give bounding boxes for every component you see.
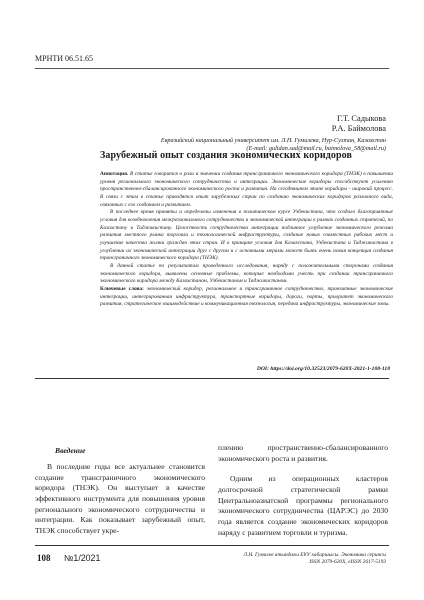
intro-left-paragraph: В последние годы все актуальнее становится создание трансграничного экономического коридора (ТНЭК). Он выступает в качестве эффективного инструмента для повышения уровня регионального экономического сотрудничества и интеграции. Как показывает зарубежный опыт, ТНЭК способствует укре- xyxy=(35,462,205,535)
affiliation-email: (E-mail: gulidan.sad@mail.ru, baimolova_58@mail.ru) xyxy=(246,145,386,152)
article-title: Зарубежный опыт создания экономических коридоров xyxy=(100,150,352,161)
intro-right-column xyxy=(218,443,388,538)
keywords-text: экономический коридор, региональное и трансграничное сотрудничество, транзитные экономические интеграции, интегрированная инфраструктура, транспортные коридоры, дороги, порты, приоритет экономического развития, стратегическое взаимодействие и коммуникационная технология, передача инфраструктуры, экономические зоны. xyxy=(100,285,393,308)
header-rule xyxy=(35,68,389,69)
author-1: Г.Т. Садыкова xyxy=(336,114,386,123)
abstract-paragraph-3: В данной статье по результатам проведенного исследования, наряду с положительными сторонами создания экономического коридора, выявлены основные проблемы, которые необходимо учесть при создании трансграничного экономического коридора между Казахстаном, Узбекистаном и Таджикистаном. xyxy=(100,262,393,285)
footer-rule xyxy=(35,545,389,546)
section-heading-introduction: Введение xyxy=(55,446,86,455)
intro-right-paragraph-2: Одним из операционных кластеров долгосрочной стратегической рамки Центральноазиатской программы регионального экономического сотрудничества (ЦАРЭС) до 2030 года является создание экономических коридоров наряду с развитием торговли и туризма. xyxy=(218,474,388,537)
intro-right-paragraph-1: плению пространственно-сбалансированного экономического роста и развития. xyxy=(218,443,388,463)
udc-code: МРНТИ 06.51.65 xyxy=(35,54,94,63)
abstract-paragraph-1 xyxy=(100,171,393,209)
affiliation-line: Евразийский национальный университет им. Л.Н. Гумилева, Нур-Султан, Казахстан xyxy=(160,137,386,144)
intro-left-column xyxy=(35,462,205,537)
author-2: Р.А. Баймолова xyxy=(331,124,386,133)
journal-info xyxy=(243,552,386,566)
abstract-text-1: В статье говорится о роли и значении создания трансграничного экономического коридора (ТНЭК) в повышении уровня регионального экономического сотрудничества и интеграции. Экономические коридоры способствуют усилению пространственно-сбалансированного экономического роста и развития. На сегодняшнем этапе коридоры - широкий процесс. В связи с этим в статье приводятся опыт зарубежных стран по созданию экономических коридоров различного вида, связанных с его созданием и развитием. xyxy=(100,171,393,208)
doi-link[interactable]: DOI: https://doi.org/10.32523/2079-620X-2021-1-108-118 xyxy=(256,366,390,372)
abstract-label: Аннотация. xyxy=(100,171,129,177)
page-number: 108 xyxy=(37,553,51,563)
keywords-label: Ключевые слова: xyxy=(100,285,144,292)
journal-title: Л.Н. Гумилев атындағы ЕҰУ хабаршысы. Экономика сериясы xyxy=(243,552,386,558)
issue-number: №1/2021 xyxy=(64,553,101,563)
abstract-paragraph-2: В последнее время приняты и определены изменения в политическом курсе Узбекистана, что создало благоприятные условия для возобновления межрегионального сотрудничества и экономической интеграции в рамках созданных стратегий, по Казахстану и Таджикистану. Целостность сотрудничества интеграции подлинное углубление экономического режима развития местного рынка торговли и технологической инфраструктуры, создание новых совместных рабочих мест и улучшение качества жизни граждан этих стран. И в принципе условия для Казахстана, Узбекистана и Таджикистана в углублении их экономической интеграции друг с другом и с основными мерами может быть очень новая концепция создания трансграничного экономического коридора (ТНЭК). xyxy=(100,209,393,262)
section-rule xyxy=(35,378,389,379)
abstract-block xyxy=(100,171,393,309)
keywords-paragraph xyxy=(100,286,393,309)
journal-issn: ISSN 2079-620X, eISSN 2617-5193 xyxy=(309,559,386,565)
